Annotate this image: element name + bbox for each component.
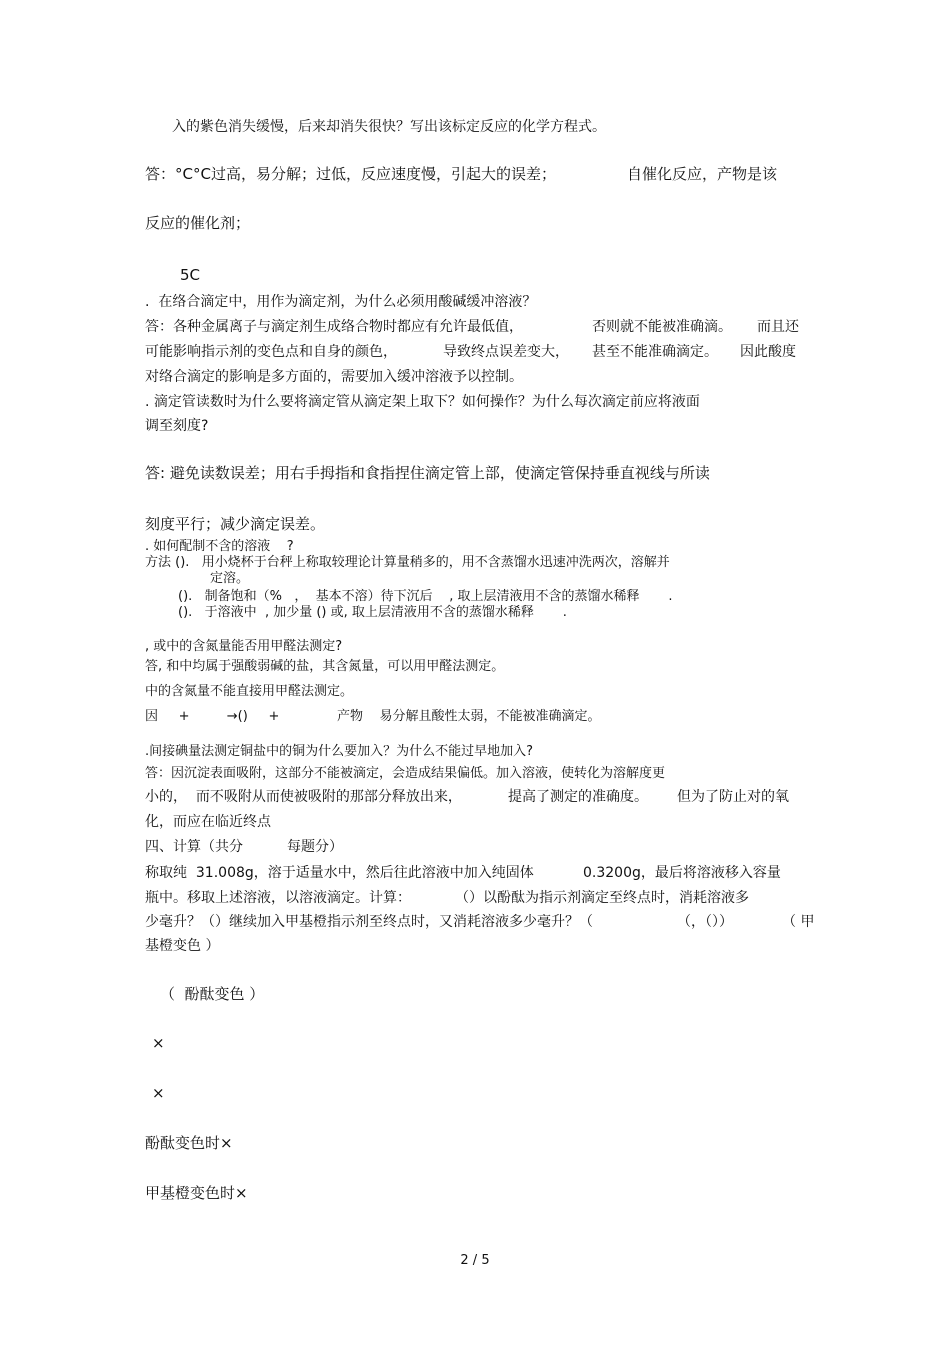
text-line: 瓶中。移取上述溶液，以溶液滴定。计算： bbox=[145, 890, 411, 906]
answer-line: 答：各种金属离子与滴定剂生成络合物时都应有允许最低值， bbox=[145, 319, 523, 335]
text-line: 但为了防止对的氧 bbox=[677, 789, 789, 805]
text-line: 对络合滴定的影响是多方面的，需要加入缓冲溶液予以控制。 bbox=[145, 369, 523, 385]
text-line: 刻度平行；减少滴定误差。 bbox=[145, 515, 326, 533]
text-line: （，（）） bbox=[677, 914, 733, 930]
text-line: 每题分） bbox=[287, 839, 343, 855]
text-line: 方法 (). 用小烧杯于台秤上称取较理论计算量稍多的，用不含蒸馏水迅速冲洗两次，溶解并 bbox=[145, 555, 670, 570]
text-line: 少毫升？（）继续加入甲基橙指示剂至终点时，又消耗溶液多少毫升？（ bbox=[145, 914, 593, 930]
text-line: 小的， 而不吸附从而使被吸附的那部分释放出来， bbox=[145, 789, 462, 805]
text-line: 而且还 bbox=[757, 319, 799, 335]
question-line: , 或中的含氮量能否用甲醛法测定? bbox=[145, 639, 343, 654]
text-line: 0.3200g，最后将溶液移入容量 bbox=[583, 865, 781, 881]
text-line: 5C bbox=[180, 266, 201, 284]
question-line: . 如何配制不含的溶液 ? bbox=[145, 539, 294, 554]
text-line: 提高了测定的准确度。 bbox=[508, 789, 648, 805]
answer-line: 答, 和中均属于强酸弱碱的盐，其含氮量，可以用甲醛法测定。 bbox=[145, 659, 505, 674]
text-line: （）以酚酞为指示剂滴定至终点时，消耗溶液多 bbox=[455, 890, 749, 906]
text-line: 称取纯 31.008g，溶于适量水中，然后往此溶液中加入纯固体 bbox=[145, 865, 534, 881]
text-line: 酚酞变色时× bbox=[145, 1134, 233, 1152]
text-line: 调至刻度? bbox=[145, 418, 209, 434]
text-line: （ 酚酞变色 ） bbox=[160, 985, 265, 1003]
text-line: 定溶。 bbox=[210, 571, 250, 586]
text-line: 中的含氮量不能直接用甲醛法测定。 bbox=[145, 684, 354, 699]
text-line: 甚至不能准确滴定。 bbox=[592, 344, 718, 360]
text-line: 入的紫色消失缓慢，后来却消失很快？写出该标定反应的化学方程式。 bbox=[172, 119, 606, 135]
question-line: . 在络合滴定中，用作为滴定剂，为什么必须用酸碱缓冲溶液？ bbox=[145, 294, 537, 310]
section-heading: 四、计算（共分 bbox=[145, 839, 243, 855]
text-line: 答：°C°C过高，易分解；过低，反应速度慢，引起大的误差； bbox=[145, 165, 556, 183]
multiply-sign: × bbox=[152, 1084, 165, 1102]
text-line: (). 制备饱和（% ， 基本不溶）待下沉后 , 取上层清液用不含的蒸馏水稀释 . bbox=[178, 589, 673, 604]
page-number: 2 / 5 bbox=[460, 1253, 490, 1268]
text-line: 因此酸度 bbox=[740, 344, 796, 360]
text-line: 反应的催化剂； bbox=[145, 214, 251, 232]
text-line: 导致终点误差变大， bbox=[443, 344, 569, 360]
text-line: (). 于溶液中 , 加少量 () 或, 取上层清液用不含的蒸馏水稀释 . bbox=[178, 605, 567, 620]
text-line: 产物 易分解且酸性太弱，不能被准确滴定。 bbox=[337, 709, 601, 724]
text-line: （ 甲 bbox=[782, 914, 815, 930]
question-line: . 滴定管读数时为什么要将滴定管从滴定架上取下？如何操作？为什么每次滴定前应将液面 bbox=[145, 394, 700, 410]
text-line: 可能影响指示剂的变色点和自身的颜色， bbox=[145, 344, 397, 360]
text-line: 自催化反应，产物是该 bbox=[627, 165, 778, 183]
equation-line: 因 + →() + bbox=[145, 709, 280, 724]
text-line: 化，而应在临近终点 bbox=[145, 814, 271, 830]
text-line: 基橙变色 ） bbox=[145, 938, 220, 954]
answer-line: 答: 避免读数误差；用右手拇指和食指捏住滴定管上部，使滴定管保持垂直视线与所读 bbox=[145, 464, 710, 482]
answer-line: 答：因沉淀表面吸附，这部分不能被滴定，会造成结果偏低。加入溶液，使转化为溶解度更 bbox=[145, 766, 666, 781]
text-line: 否则就不能被准确滴。 bbox=[592, 319, 732, 335]
question-line: .间接碘量法测定铜盐中的铜为什么要加入？为什么不能过早地加入? bbox=[145, 744, 534, 759]
text-line: 甲基橙变色时× bbox=[145, 1184, 248, 1202]
multiply-sign: × bbox=[152, 1034, 165, 1052]
